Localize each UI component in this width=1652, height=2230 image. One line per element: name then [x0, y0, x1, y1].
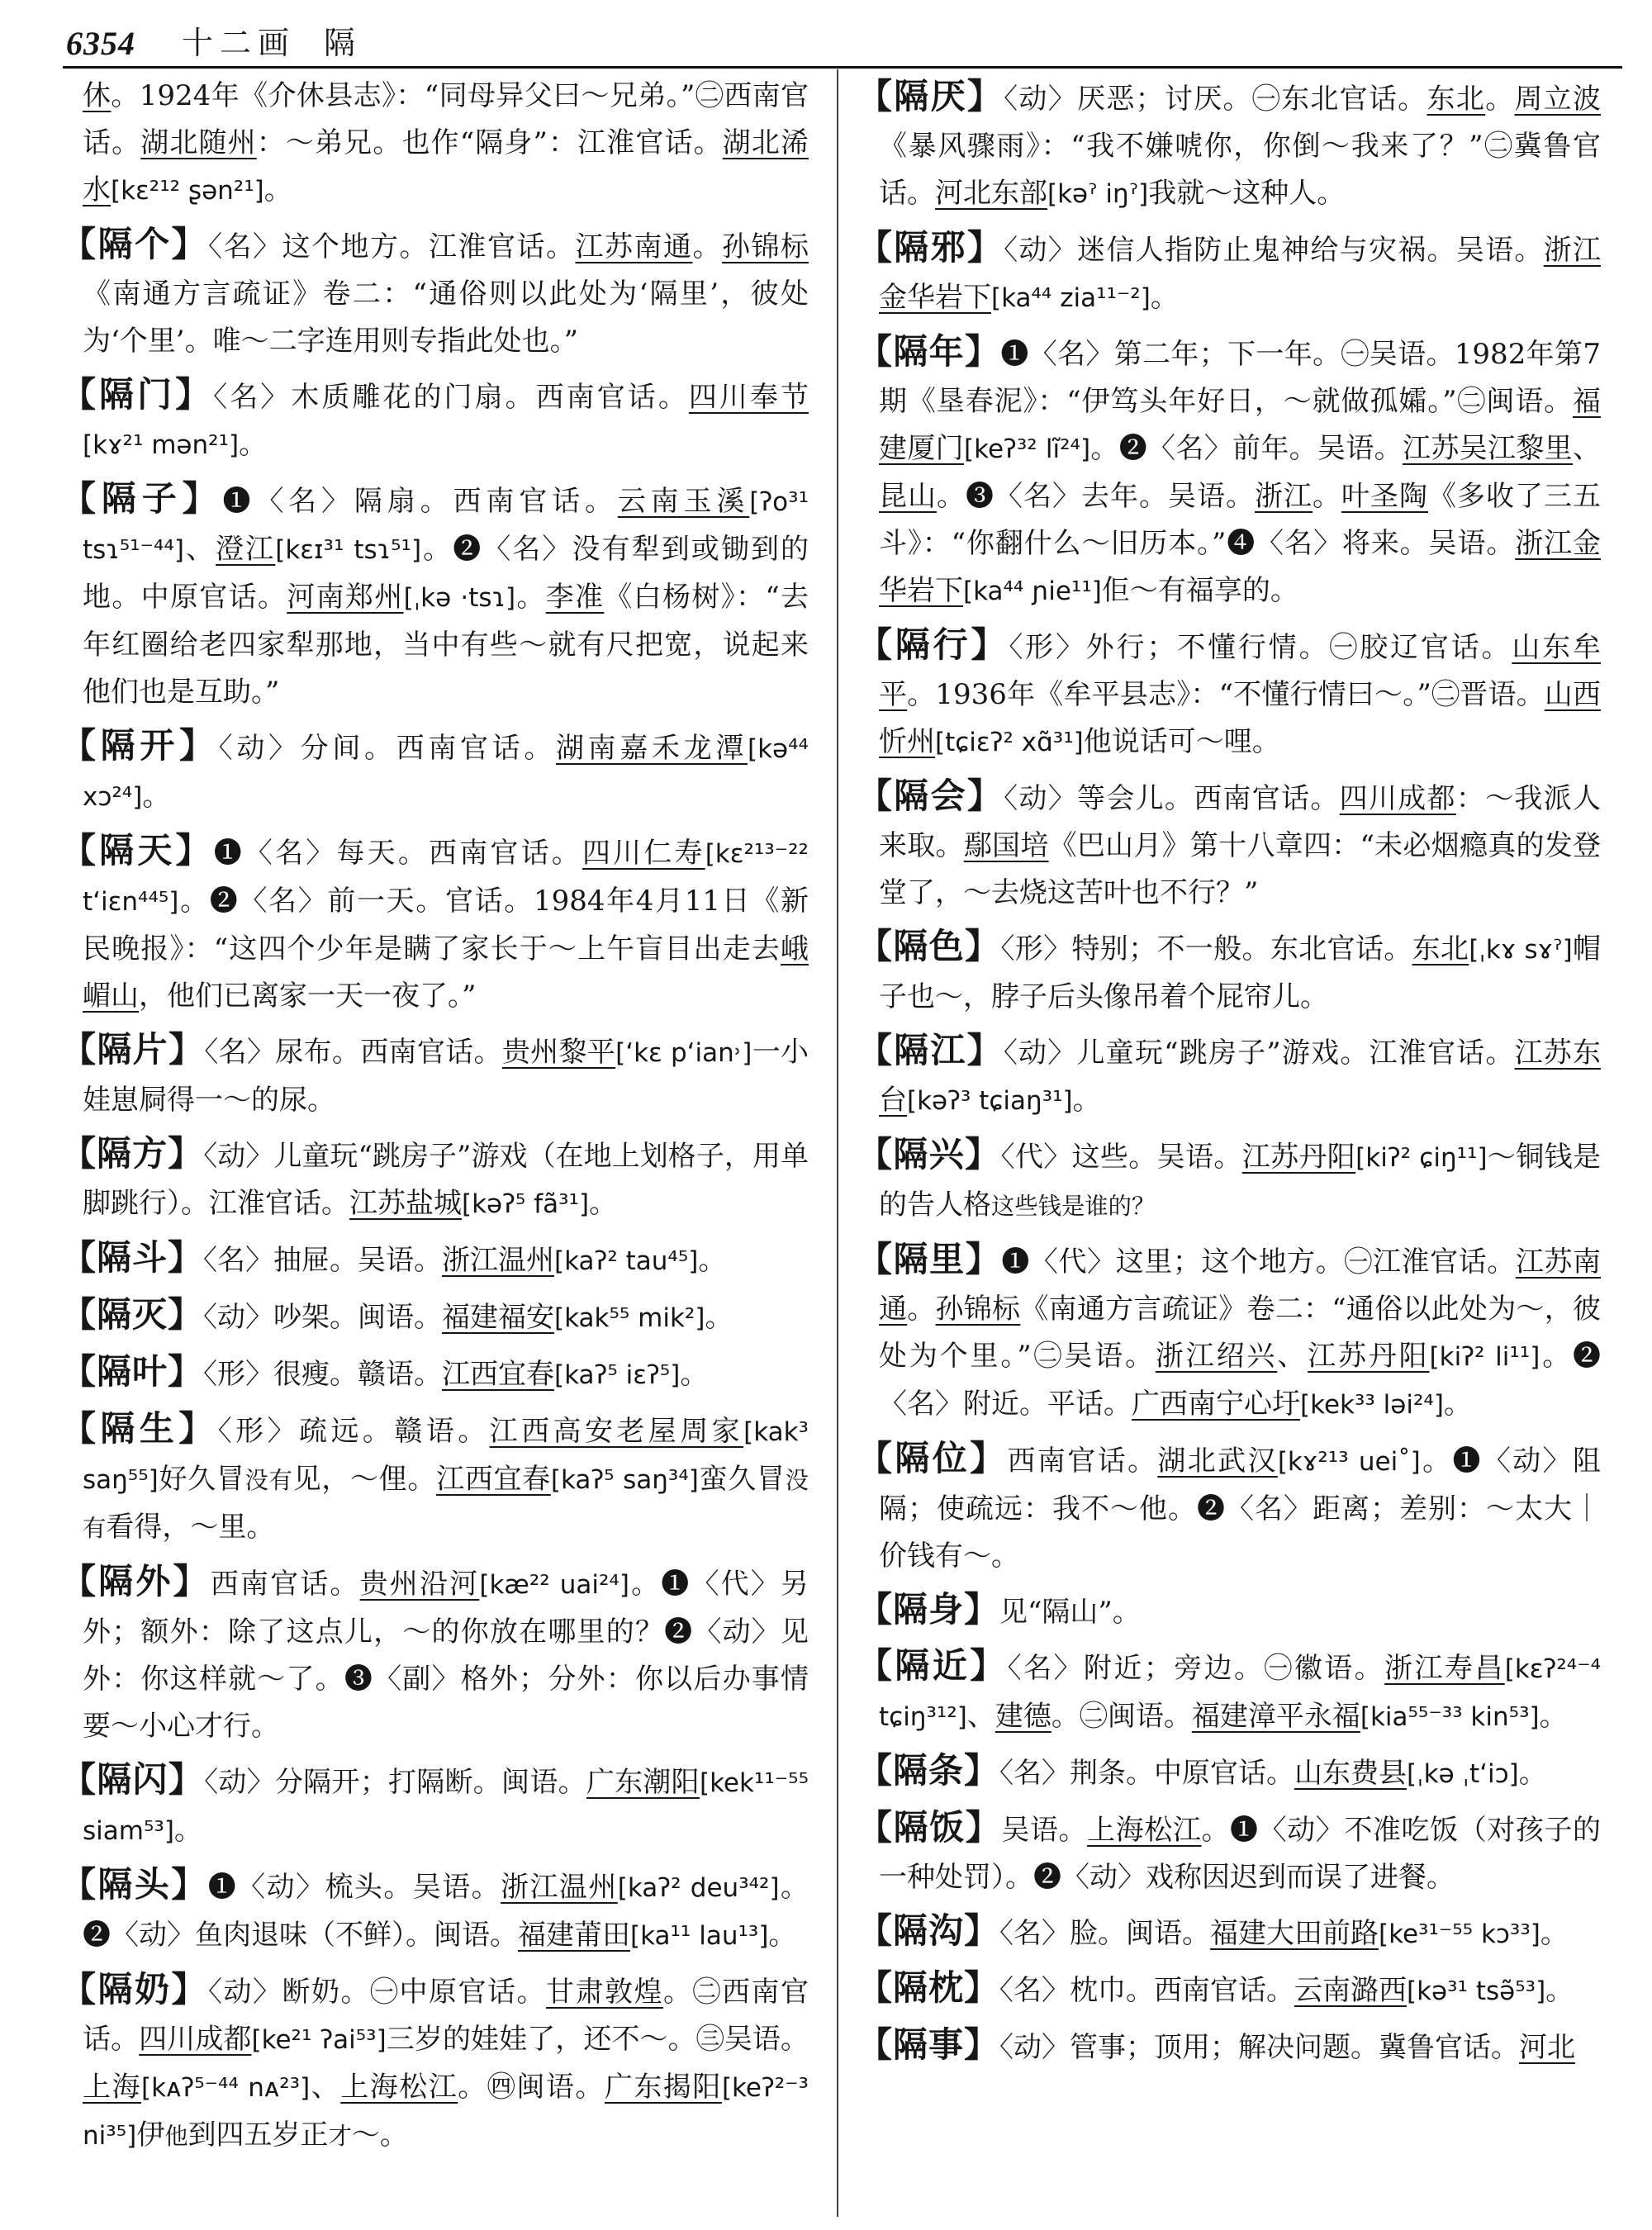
entry-definition: ❶〈代〉这里；这个地方。㊀江淮官话。江苏南通。孙锦标《南通方言疏证》卷二：“通俗以此处为～，彼处为个里。”㊁吴语。浙江绍兴、江苏丹阳[kiʔ² li¹¹]。❷〈名〉附近。平话。广西南宁心圩[kek³³ ləi²⁴]。	[879, 1245, 1602, 1421]
entry-headword: 【隔行】	[857, 624, 1009, 665]
dictionary-entry	[857, 1642, 1601, 1741]
entry-definition: 〈名〉附近；旁边。㊀徽语。浙江寿昌[kɛʔ²⁴⁻⁴ tɕiŋ³¹²]、建德。㊁闽语。福建漳平永福[kia⁵⁵⁻³³ kin⁵³]。	[879, 1652, 1602, 1733]
entry-headword: 【隔色】	[857, 926, 1001, 966]
entry-definition: 〈动〉分隔开；打隔断。闽语。广东潮阳[kek¹¹⁻⁵⁵ siam⁵³]。	[83, 1766, 809, 1847]
dictionary-entry	[61, 1348, 809, 1399]
entry-headword: 【隔位】	[857, 1438, 1008, 1478]
header-rule	[63, 66, 1622, 69]
dictionary-entry	[857, 2021, 1601, 2071]
entry-headword: 【隔生】	[61, 1408, 218, 1449]
running-head-char: 隔	[324, 25, 356, 61]
page-number: 6354	[66, 25, 135, 62]
entry-headword: 【隔事】	[857, 2024, 1000, 2065]
entry-definition: 〈形〉疏远。赣语。江西高安老屋周家[kak³ saŋ⁵⁵]好久冒没有见，～俚。江西宜春[kaʔ⁵ saŋ³⁴]蛮久冒没有看得，～里。	[83, 1415, 809, 1544]
dictionary-entry	[61, 1234, 809, 1285]
dictionary-entry	[61, 73, 809, 215]
entry-headword: 【隔沟】	[857, 1910, 1000, 1951]
dictionary-entry	[857, 1236, 1601, 1429]
dictionary-entry	[61, 1026, 809, 1124]
entry-definition: 西南官话。贵州沿河[kæ²² uai²⁴]。❶〈代〉另外；额外：除了这点儿，～的你放在哪里的？❷〈动〉见外：你这样就～了。❸〈副〉格外；分外：你以后办事情要～小心才行。	[83, 1568, 809, 1743]
entry-definition: ❶〈名〉每天。西南官话。四川仁寿[kɛ²¹³⁻²² tʻiɛn⁴⁴⁵]。❷〈名〉前一天。官话。1984年4月11日《新民晚报》：“这四个少年是瞒了家长于～上午盲目出走去峨嵋山，他们已离家一天一夜了。”	[83, 837, 809, 1013]
dictionary-entry	[857, 1586, 1601, 1636]
dictionary-entry	[857, 224, 1601, 322]
entry-definition: 〈动〉管事；顶用；解决问题。冀鲁官话。河北	[999, 2031, 1576, 2064]
dictionary-entry	[857, 923, 1601, 1021]
dictionary-entry	[857, 1747, 1601, 1798]
dictionary-entry	[61, 1756, 809, 1855]
dictionary-entry	[857, 1907, 1601, 1958]
entry-headword: 【隔子】	[61, 478, 223, 519]
entry-headword: 【隔枕】	[857, 1967, 1000, 2008]
entry-definition: 见“隔山”。	[999, 1596, 1141, 1629]
entry-definition: ❶〈名〉第二年；下一年。㊀吴语。1982年第7期《垦春泥》：“伊笃头年好日，～就做孤孀。”㊁闽语。福建厦门[keʔ³² lĩ²⁴]。❷〈名〉前年。吴语。江苏吴江黎里、昆山。❸〈名〉去年。吴语。浙江。叶圣陶《多收了三五斗》：“你翻什么～旧历本。”❹〈名〉将来。吴语。浙江金华岩下[ka⁴⁴ ɲie¹¹]佢～有福享的。	[879, 338, 1602, 607]
dictionary-entry	[61, 1966, 809, 2160]
entry-headword: 【隔头】	[61, 1864, 208, 1905]
entry-definition: 〈名〉枕巾。西南官话。云南潞西[kə³¹ tsə̃⁵³]。	[999, 1974, 1574, 2007]
dictionary-entry	[61, 475, 809, 716]
dictionary-entry	[857, 621, 1601, 766]
dictionary-entry	[61, 827, 809, 1020]
entry-headword: 【隔身】	[857, 1589, 1000, 1630]
entry-definition: 休。1924年《介休县志》：“同母异父曰～兄弟。”㊁西南官话。湖北随州：～弟兄。也作“隔身”：江淮官话。湖北浠水[kɛ²¹² ʂən²¹]。	[83, 79, 809, 206]
dictionary-entry	[61, 1130, 809, 1228]
entry-definition: 〈名〉木质雕花的门扇。西南官话。四川奉节[kɤ²¹ mən²¹]。	[83, 381, 809, 461]
entry-definition: ❶〈动〉梳头。吴语。浙江温州[kaʔ² deu³⁴²]。❷〈动〉鱼肉退味（不鲜）。闽语。福建莆田[ka¹¹ lau¹³]。	[83, 1871, 809, 1952]
page-header	[66, 5, 1619, 63]
entry-definition: 〈形〉外行；不懂行情。㊀胶辽官话。山东牟平。1936年《牟平县志》：“不懂行情曰～。”㊁晋语。山西忻州[tɕiɛʔ² xɑ̃³¹]他说话可～哩。	[879, 631, 1602, 758]
right-column	[857, 73, 1601, 2077]
dictionary-entry	[857, 328, 1601, 615]
entry-headword: 【隔饭】	[857, 1807, 1002, 1848]
entry-headword: 【隔近】	[857, 1645, 1008, 1686]
dictionary-entry	[61, 1405, 809, 1552]
left-column	[61, 73, 809, 2166]
dictionary-entry	[857, 1964, 1601, 2015]
entry-definition: 〈名〉抽屉。吴语。浙江温州[kaʔ² tau⁴⁵]。	[203, 1244, 727, 1277]
entry-definition: 〈动〉吵架。闽语。福建福安[kak⁵⁵ mik²]。	[203, 1301, 733, 1334]
entry-headword: 【隔奶】	[61, 1969, 208, 2009]
entry-definition: 〈动〉厌恶；讨厌。㊀东北官话。东北。周立波《暴风骤雨》：“我不嫌唬你，你倒～我来了？”㊁冀鲁官话。河北东部[kəˀ iŋˀ]我就～这种人。	[879, 83, 1602, 210]
entry-headword: 【隔年】	[857, 331, 1001, 372]
entry-definition: 〈动〉儿童玩“跳房子”游戏。江淮官话。江苏东台[kəʔ³ tɕiaŋ³¹]。	[879, 1037, 1601, 1117]
column-divider	[837, 69, 838, 2217]
dictionary-entry	[61, 371, 809, 469]
entry-headword: 【隔个】	[61, 224, 208, 264]
entry-headword: 【隔闪】	[61, 1759, 205, 1800]
entry-definition: 〈动〉等会儿。西南官话。四川成都：～我派人来取。鄢国培《巴山月》第十八章四：“未必烟瘾真的发登堂了，～去烧这苦叶也不行？”	[879, 782, 1602, 909]
entry-headword: 【隔外】	[61, 1561, 211, 1601]
entry-definition: 〈形〉特别；不一般。东北官话。东北[ˌkɤ sɤˀ]帽子也～，脖子后头像吊着个屁帘儿。	[879, 932, 1602, 1013]
entry-headword: 【隔江】	[857, 1030, 1004, 1070]
entry-definition: 〈名〉尿布。西南官话。贵州黎平[ʻkɛ pʻian˒]一小娃崽屙得一～的尿。	[83, 1036, 809, 1117]
entry-headword: 【隔天】	[61, 830, 214, 871]
entry-headword: 【隔叶】	[61, 1351, 204, 1392]
entry-headword: 【隔厌】	[857, 76, 1004, 116]
dictionary-entry	[61, 1291, 809, 1342]
stroke-section-title: 十二画	[182, 25, 297, 61]
entry-definition: 〈名〉脸。闽语。福建大田前路[ke³¹⁻⁵⁵ kɔ³³]。	[999, 1917, 1569, 1950]
dictionary-entry	[857, 1131, 1601, 1230]
dictionary-entry	[61, 221, 809, 365]
entry-definition: 〈名〉荆条。中原官话。山东费县[ˌkə ˌtʻiɔ]。	[999, 1757, 1547, 1790]
entry-definition: 〈形〉很瘦。赣语。江西宜春[kaʔ⁵ iɛʔ⁵]。	[203, 1358, 709, 1391]
entry-headword: 【隔条】	[857, 1750, 1000, 1791]
dictionary-entry	[857, 1435, 1601, 1580]
entry-headword: 【隔片】	[61, 1029, 205, 1070]
entry-headword: 【隔兴】	[857, 1134, 1001, 1174]
entry-headword: 【隔方】	[61, 1133, 204, 1174]
dictionary-entry	[857, 73, 1601, 218]
entry-definition: ❶〈名〉隔扇。西南官话。云南玉溪[ʔo³¹ tsɿ⁵¹⁻⁴⁴]、澄江[kɛɪ³¹ tsɿ⁵¹]。❷〈名〉没有犁到或锄到的地。中原官话。河南郑州[ˌkə ·tsɿ]。李准《白杨树》：“去年红圈给老四家犁那地，当中有些～就有尺把宽，说起来他们也是互助。”	[83, 485, 809, 709]
entry-definition: 吴语。上海松江。❶〈动〉不准吃饭（对孩子的一种处罚）。❷〈动〉戏称因迟到而误了进餐。	[879, 1814, 1602, 1894]
entry-headword: 【隔门】	[61, 374, 214, 415]
dictionary-entry	[857, 1027, 1601, 1125]
entry-definition: 〈代〉这些。吴语。江苏丹阳[kiʔ² ɕiŋ¹¹]～铜钱是的告人格这些钱是谁的？	[879, 1141, 1601, 1222]
entry-headword: 【隔斗】	[61, 1237, 204, 1278]
dictionary-entry	[857, 1804, 1601, 1901]
entry-definition: 西南官话。湖北武汉[kɤ²¹³ uei˚]。❶〈动〉阻隔；使疏远：我不～他。❷〈名〉距离；差别：～太大｜价钱有～。	[879, 1445, 1602, 1573]
entry-headword: 【隔会】	[857, 776, 1004, 816]
entry-headword: 【隔灭】	[61, 1294, 204, 1335]
dictionary-entry	[61, 722, 809, 821]
entry-definition: 〈动〉儿童玩“跳房子”游戏（在地上划格子，用单脚跳行）。江淮官话。江苏盐城[kəʔ⁵ fã³¹]。	[83, 1140, 809, 1220]
entry-definition: 〈动〉分间。西南官话。湖南嘉禾龙潭[kə⁴⁴ xɔ²⁴]。	[83, 732, 809, 813]
entry-headword: 【隔里】	[857, 1239, 1002, 1279]
dictionary-entry	[61, 1558, 809, 1750]
entry-definition: 〈动〉迷信人指防止鬼神给与灾祸。吴语。浙江金华岩下[ka⁴⁴ zia¹¹⁻²]。	[879, 234, 1601, 314]
entry-headword: 【隔邪】	[857, 227, 1004, 268]
dictionary-entry	[857, 772, 1601, 917]
dictionary-entry	[61, 1861, 809, 1960]
entry-headword: 【隔开】	[61, 725, 219, 766]
entry-definition: 〈名〉这个地方。江淮官话。江苏南通。孙锦标《南通方言疏证》卷二：“通俗则以此处为‘隔里’，彼处为‘个里’。唯～二字连用则专指此处也。”	[83, 230, 809, 358]
entry-definition: 〈动〉断奶。㊀中原官话。甘肃敦煌。㊁西南官话。四川成都[ke²¹ ʔai⁵³]三岁的娃娃了，还不～。㊂吴语。上海[kᴀʔ⁵⁻⁴⁴ nᴀ²³]、上海松江。㊃闽语。广东揭阳[keʔ²⁻³ ni³⁵]伊他到四五岁正才～。	[83, 1976, 809, 2152]
